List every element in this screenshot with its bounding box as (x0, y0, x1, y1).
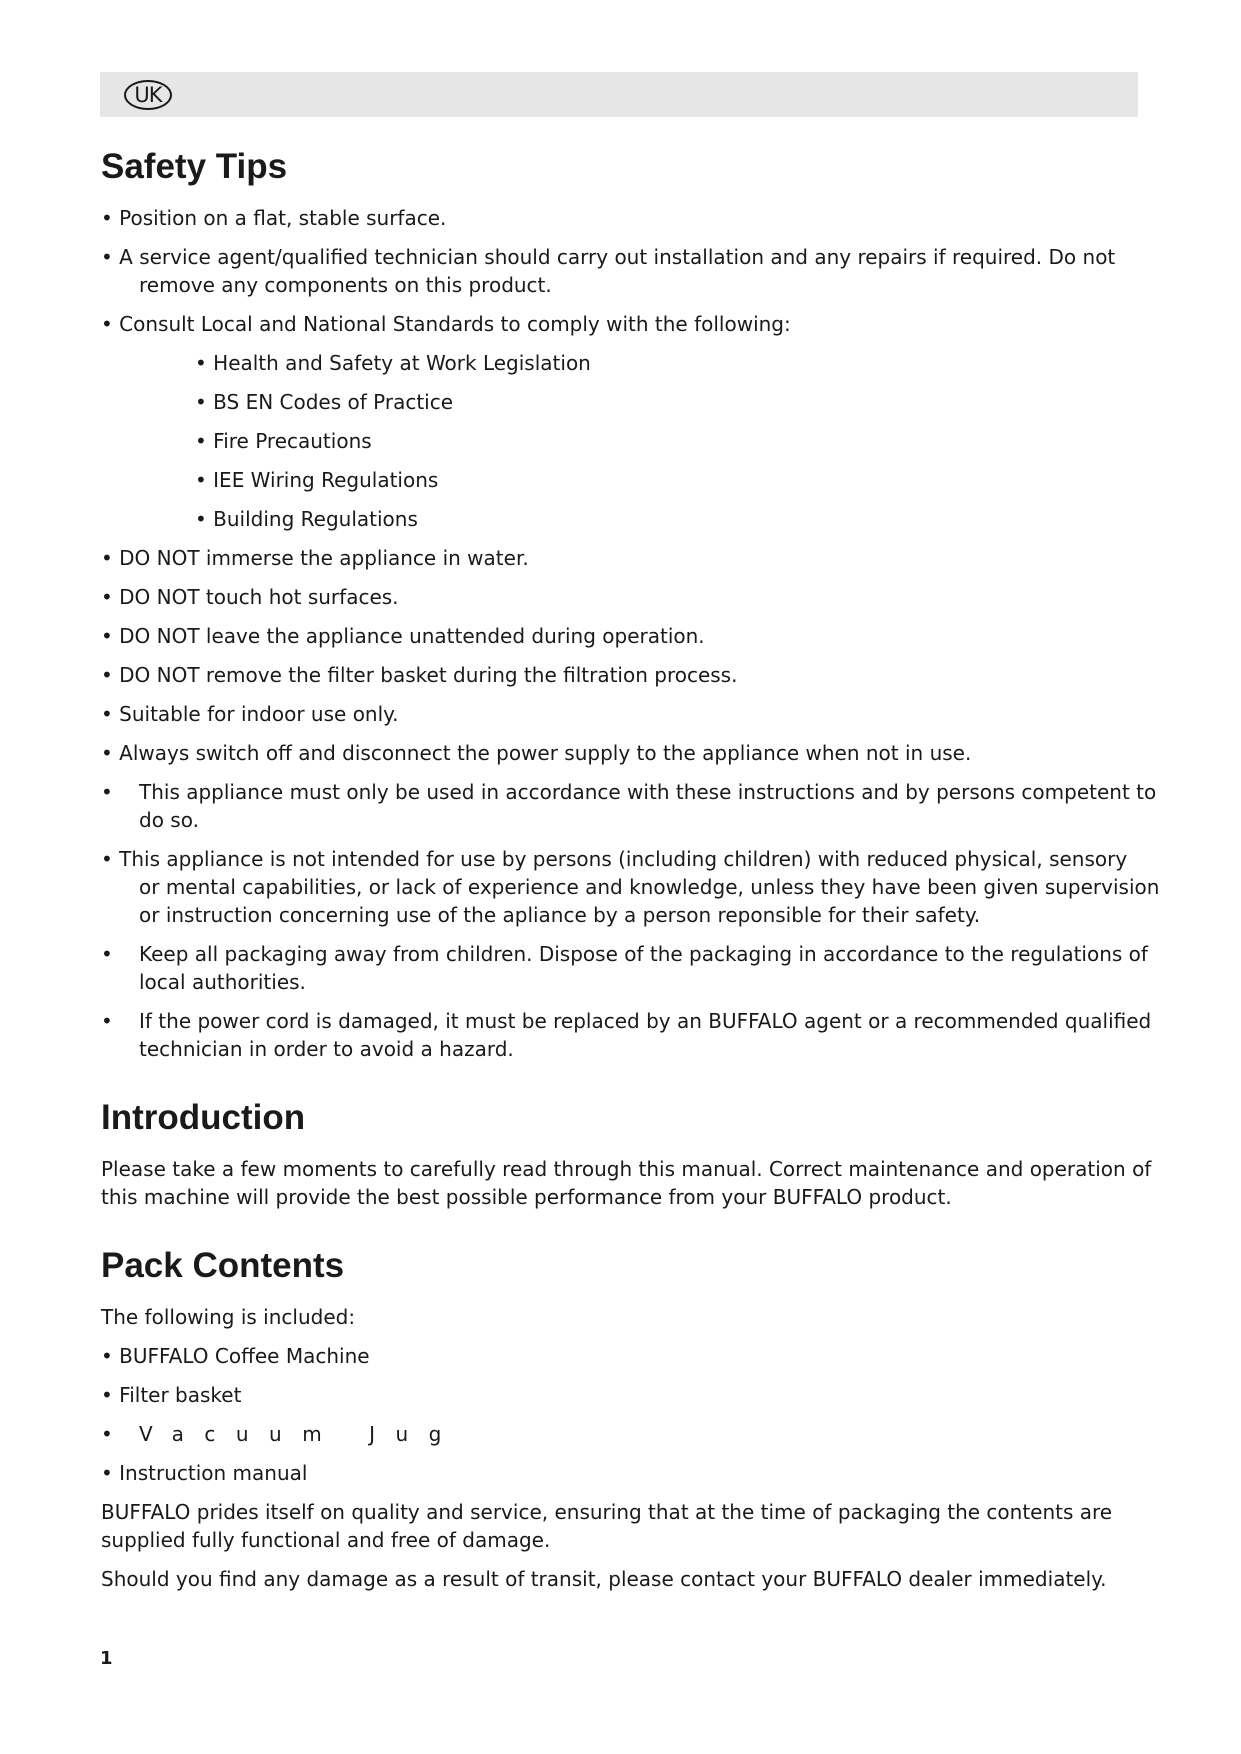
safety-item: • DO NOT touch hot surfaces. (101, 585, 399, 609)
safety-item: • Suitable for indoor use only. (101, 702, 399, 726)
standards-sub-item: • BS EN Codes of Practice (195, 390, 454, 414)
language-bar (100, 72, 1138, 117)
page-number: 1 (100, 1648, 113, 1669)
safety-item: • This appliance is not intended for use by persons (including children) with reduced physical, sensory or mental capabilities, or lack of experience and knowledge, unless they have been given supervision or instruction concerning use of the apliance by a person reponsible for their safety. (101, 847, 1160, 927)
safety-item: • DO NOT immerse the appliance in water. (101, 546, 529, 570)
damage-note: Should you find any damage as a result of transit, please contact your BUFFALO dealer immediately. (101, 1567, 1107, 1591)
standards-sub-item: • Health and Safety at Work Legislation (195, 351, 591, 375)
safety-item: • Always switch off and disconnect the power supply to the appliance when not in use. (101, 741, 972, 765)
pack-item: • BUFFALO Coffee Machine (101, 1344, 370, 1368)
standards-sub-item: • Fire Precautions (195, 429, 372, 453)
pack-intro: The following is included: (101, 1305, 356, 1329)
safety-item: • Keep all packaging away from children. Dispose of the packaging in accordance to the regulations of local authorities. (101, 942, 1148, 994)
standards-sub-item: • IEE Wiring Regulations (195, 468, 439, 492)
introduction-heading: Introduction (101, 1098, 306, 1137)
safety-tips-heading: Safety Tips (101, 147, 288, 186)
pack-item: • Vacuum Jug (101, 1422, 462, 1446)
pack-item: • Instruction manual (101, 1461, 308, 1485)
safety-item: • DO NOT remove the filter basket during the filtration process. (101, 663, 738, 687)
quality-paragraph: BUFFALO prides itself on quality and service, ensuring that at the time of packaging the contents are supplied fully functional and free of damage. (101, 1500, 1113, 1552)
safety-item: • Position on a flat, stable surface. (101, 206, 447, 230)
standards-sub-item: • Building Regulations (195, 507, 418, 531)
pack-item: • Filter basket (101, 1383, 242, 1407)
safety-item: • If the power cord is damaged, it must be replaced by an BUFFALO agent or a recommended qualified technician in order to avoid a hazard. (101, 1009, 1152, 1061)
safety-item: • This appliance must only be used in accordance with these instructions and by persons competent to do so. (101, 780, 1157, 832)
introduction-paragraph: Please take a few moments to carefully read through this manual. Correct maintenance and operation of this machine will provide the best possible performance from your BUFFALO product. (101, 1157, 1152, 1209)
safety-item: • A service agent/qualified technician should carry out installation and any repairs if required. Do not remove any components on this product. (101, 245, 1116, 297)
document-body (101, 138, 1160, 1593)
language-badge: UK (124, 80, 172, 110)
safety-item: • DO NOT leave the appliance unattended during operation. (101, 624, 705, 648)
safety-item: • Consult Local and National Standards to comply with the following: (101, 312, 791, 336)
pack-contents-heading: Pack Contents (101, 1246, 345, 1285)
